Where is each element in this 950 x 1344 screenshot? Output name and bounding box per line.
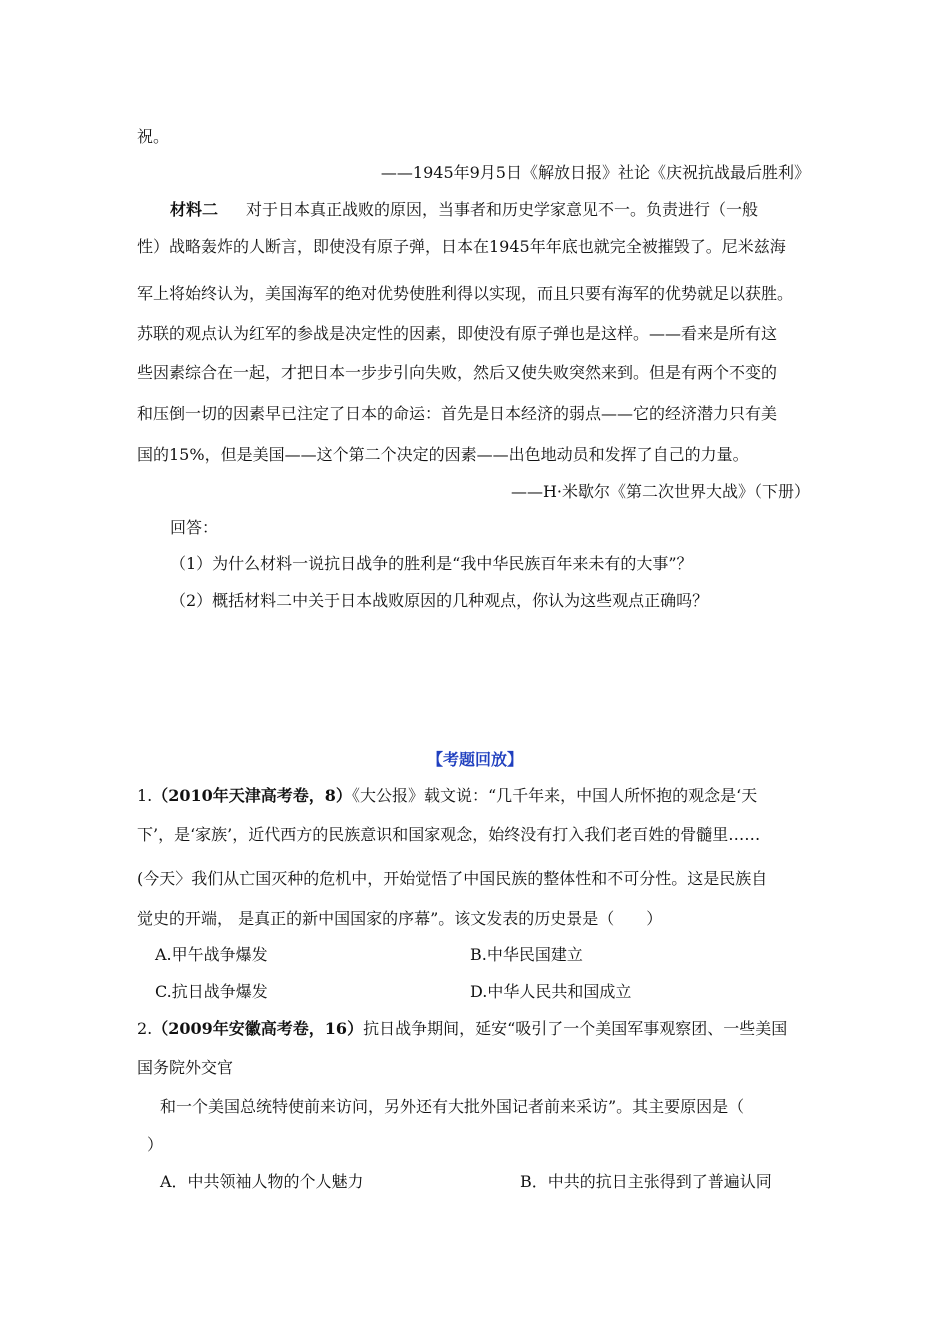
problem-1-option-a: A.甲午战争爆发 [155,945,268,964]
problem-2-source: （2009年安徽高考卷，16） [152,1019,364,1038]
problem-2-line-2: 国务院外交官 [137,1058,234,1077]
material-two-line-1 [170,199,758,221]
material-two-label: 材料二 [170,200,219,219]
answer-label: 回答： [170,518,219,537]
problem-2-line-1 [137,1018,787,1040]
problem-2-line-3: 和一个美国总统特使前来访问，另外还有大批外国记者前来采访”。其主要原因是（ [160,1097,745,1116]
problem-1-text-1: 《大公报》载文说：“几千年来，中国人所怀抱的观念是‘天 [351,786,758,805]
problem-2-text-1: 抗日战争期间，延安“吸引了一个美国军事观察团、一些美国 [363,1019,788,1038]
material-two-line-6: 和压倒一切的因素早已注定了日本的命运：首先是日本经济的弱点——它的经济潜力只有美 [137,404,778,423]
problem-2-option-a: A．中共领袖人物的个人魅力 [160,1172,364,1191]
problem-1-option-c: C.抗日战争爆发 [155,982,268,1001]
problem-1-line-1 [137,785,757,807]
problem-2-number: 2. [137,1019,153,1038]
problem-1-line-3: (今天〉我们从亡国灭种的危机中，开始觉悟了中国民族的整体性和不可分性。这是民族自 [137,869,768,888]
problem-1-option-d: D.中华人民共和国成立 [470,982,632,1001]
question-1: （1）为什么材料一说抗日战争的胜利是“我中华民族百年来未有的大事”？ [170,554,693,573]
problem-1-number: 1. [137,786,153,805]
source-citation-1: ——1945年9月5日《解放日报》社论《庆祝抗战最后胜利》 [380,163,810,182]
material-two-line-3: 军上将始终认为，美国海军的绝对优势使胜利得以实现，而且只要有海军的优势就足以获胜。 [137,284,794,303]
problem-2-line-4: ） [147,1135,164,1154]
problem-1-option-b: B.中华民国建立 [470,945,583,964]
material-two-line-5: 些因素综合在一起，才把日本一步步引向失败，然后又使失败突然来到。但是有两个不变的 [137,363,778,382]
problem-1-source: （2010年天津高考卷，8） [152,786,352,805]
section-title: 【考题回放】 [426,750,523,769]
problem-1-line-4: 觉史的开端， 是真正的新中国国家的序幕”。该文发表的历史景是（ ） [137,909,663,928]
source-citation-2: ——H·米歇尔《第二次世界大战》（下册） [510,482,810,501]
material-two-line-4: 苏联的观点认为红军的参战是决定性的因素，即使没有原子弹也是这样。——看来是所有这 [137,324,778,343]
problem-2-option-b: B．中共的抗日主张得到了普遍认同 [520,1172,772,1191]
material-two-line-7: 国的15%，但是美国——这个第二个决定的因素——出色地动员和发挥了自己的力量。 [137,445,749,464]
material-two-line-2: 性）战略轰炸的人断言，即使没有原子弹，日本在1945年年底也就完全被摧毁了。尼米兹海 [137,237,786,256]
continued-text: 祝。 [137,127,170,146]
question-2: （2）概括材料二中关于日本战败原因的几种观点，你认为这些观点正确吗？ [170,591,709,610]
problem-1-line-2: 下’，是‘家族’，近代西方的民族意识和国家观念，始终没有打入我们老百姓的骨髓里…… [137,825,761,844]
material-two-text-1: 对于日本真正战败的原因，当事者和历史学家意见不一。负责进行（一般 [246,200,759,219]
